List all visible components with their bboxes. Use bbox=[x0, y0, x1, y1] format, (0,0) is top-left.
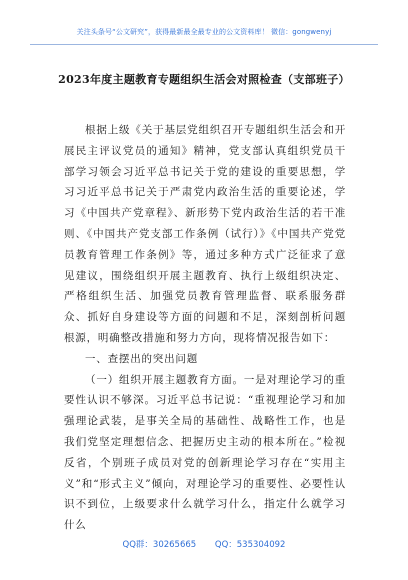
header-banner: 关注头条号“公文研究”，获得最新最全最专业的公文资料库！ 微信：gongwenyj bbox=[76, 28, 332, 36]
section-heading: 一、查摆出的突出问题 bbox=[85, 352, 198, 365]
header-divider bbox=[30, 44, 378, 45]
body-paragraph: （一）组织开展主题教育方面。一是对理论学习的重要性认识不够深。习近平总书记说：“重视理论学习和加强理论武装，是事关全局的基础性、战略性工作，也是我们党坚定理想信念、把握历史主动的根本所在。”检视反省，个别班子成员对党的创新理论学习存在“实用主义”和“形式主义”倾向，对理论学习的重要性、必要性认识不到位，上级要求什么就学习什么，指定什么就学习什么 bbox=[64, 373, 346, 532]
footer-qq-group: QQ群：30265665 bbox=[122, 540, 197, 550]
document-title: 2023年度主题教育专题组织生活会对照检查（支部班子） bbox=[58, 73, 350, 86]
intro-paragraph: 根据上级《关于基层党组织召开专题组织生活会和开展民主评议党员的通知》精神，党支部认真组织党员干部学习领会习近平总书记关于党的建设的重要思想，学习习近平总书记关于严肃党内政治生活的重要论述，学习《中国共产党章程》、新形势下党内政治生活的若干准则、《中国共产党支部工作条例（试行）》《中国共产党党员教育管理工作条例》等，通过多种方式广泛征求了意见建议，围绕组织开展主题教育、执行上级组织决定、严格组织生活、加强党员教育管理监督、联系服务群众、抓好自身建设等方面的问题和不足，深刻剖析问题根源，明确整改措施和努力方向，现将情况报告如下： bbox=[64, 124, 346, 344]
footer-contact bbox=[0, 538, 408, 550]
document-body bbox=[64, 120, 346, 536]
footer-qq-number: QQ：535304092 bbox=[214, 540, 286, 550]
